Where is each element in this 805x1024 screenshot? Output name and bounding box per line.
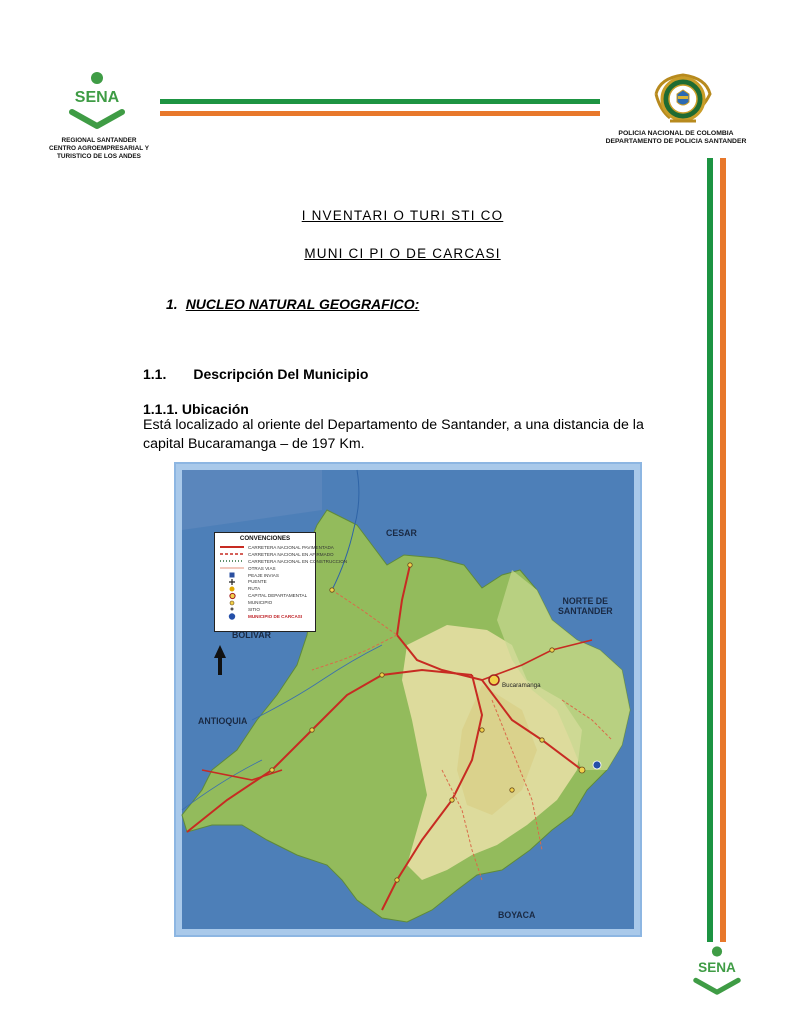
sena-logo-text: SENA (74, 89, 120, 106)
section-title: NUCLEO NATURAL GEOGRAFICO: (185, 296, 420, 312)
bridge-icon (219, 579, 245, 585)
orange-stripe-vertical (720, 158, 726, 942)
police-shield-logo (650, 72, 716, 128)
region-label-antioquia: ANTIOQUIA (198, 716, 248, 726)
subsubsection-heading: 1.1.1. Ubicación (143, 401, 249, 417)
sena-line-1: REGIONAL SANTANDER (61, 137, 137, 144)
region-label-bolivar: BOLIVAR (232, 630, 271, 640)
sena-footer-logo-text: SENA (698, 959, 736, 975)
region-label-boyaca: BOYACA (498, 910, 536, 920)
town-icon (219, 600, 245, 606)
green-stripe-vertical (707, 158, 713, 942)
legend-row: PEAJE INVIAS (219, 572, 311, 579)
region-label-cesar: CESAR (386, 528, 417, 538)
legend-row: CARRETERA NACIONAL EN CONSTRUCCION (248, 558, 348, 564)
legend-title: CONVENCIONES (239, 535, 291, 542)
capital-icon (219, 593, 245, 599)
section-number: 1. (166, 296, 178, 312)
sena-line-2: CENTRO AGROEMPRESARIAL Y (48, 145, 149, 152)
police-header-text (596, 130, 756, 147)
document-subtitle: MUNI CI PI O DE CARCASI (304, 246, 501, 261)
region-label-norte-santander: NORTE DE SANTANDER (558, 596, 613, 616)
sena-logo (64, 70, 130, 132)
city-label-bucaramanga: Bucaramanga (502, 682, 541, 689)
sena-logo-footer (689, 944, 745, 998)
green-stripe-horizontal (160, 99, 600, 104)
legend-row: PUENTE (219, 578, 311, 585)
legend-row: RUTA (219, 585, 311, 592)
route-icon (219, 586, 245, 592)
document-title: I NVENTARI O TURI STI CO (301, 208, 504, 223)
police-line-1: POLICIA NACIONAL DE COLOMBIA (618, 130, 734, 137)
location-paragraph: Está localizado al oriente del Departamento de Santander, a una distancia de la capital Bucaramanga – de 197 Km. (143, 417, 644, 452)
legend-row: CARRETERA NACIONAL PAVIMENTADA (248, 544, 334, 550)
carcasi-marker-icon (219, 613, 245, 620)
sena-header-text (30, 137, 168, 161)
toll-icon (219, 572, 245, 578)
map-legend (214, 532, 348, 632)
section-heading (166, 296, 419, 312)
police-line-2: DEPARTAMENTO DE POLICIA SANTANDER (605, 138, 747, 146)
subsection-title: Descripción Del Municipio (193, 366, 369, 382)
legend-row: CARRETERA NACIONAL EN AFIRMADO (248, 551, 334, 557)
legend-row: CAPITAL DEPARTAMENTAL (219, 592, 311, 599)
santander-map (174, 462, 642, 937)
orange-stripe-horizontal (160, 111, 600, 116)
legend-row: MUNICIPIO DE CARCASI (219, 613, 311, 620)
legend-row: SITIO (219, 606, 311, 613)
subsection-number: 1.1. (143, 366, 167, 382)
legend-row: OTRAS VIAS (248, 565, 276, 571)
legend-row: MUNICIPIO (219, 599, 311, 606)
sena-line-3: TURISTICO DE LOS ANDES (57, 153, 141, 160)
site-icon (219, 606, 245, 612)
subsection-heading (143, 366, 368, 382)
map-canvas (182, 470, 634, 929)
